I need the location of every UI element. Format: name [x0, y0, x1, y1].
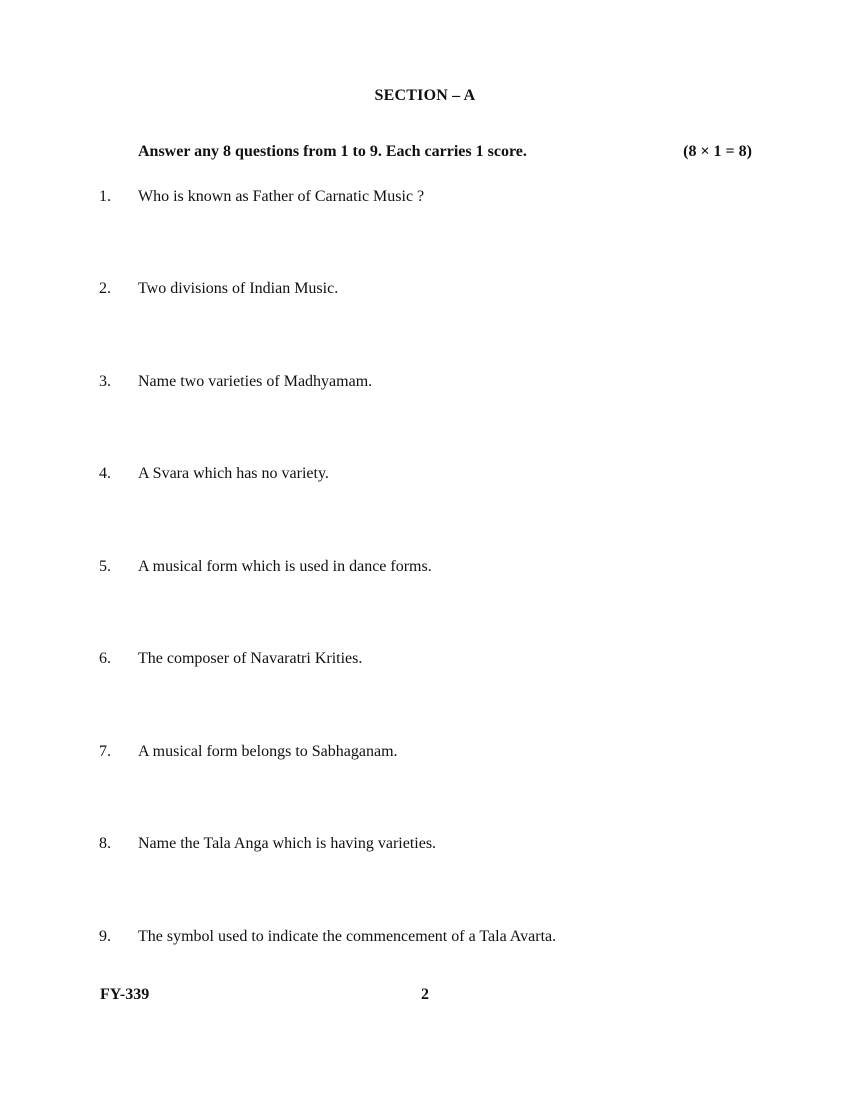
instruction-text: Answer any 8 questions from 1 to 9. Each carries 1 score. — [138, 143, 527, 160]
section-title: SECTION – A — [374, 87, 476, 104]
instruction-line — [138, 143, 752, 161]
question-item — [0, 188, 850, 210]
question-text: Name the Tala Anga which is having varieties. — [138, 835, 437, 852]
question-text: The symbol used to indicate the commencement of a Tala Avarta. — [138, 928, 557, 945]
question-item — [0, 650, 850, 672]
question-number: 6. — [99, 650, 111, 667]
page-number: 2 — [421, 986, 429, 1003]
question-number: 8. — [99, 835, 111, 852]
question-item — [0, 928, 850, 950]
question-number: 9. — [99, 928, 111, 945]
question-item — [0, 743, 850, 765]
marks-allocation: (8 × 1 = 8) — [683, 143, 752, 160]
question-text: A musical form which is used in dance forms. — [138, 558, 432, 575]
question-number: 1. — [99, 188, 111, 205]
question-text: Who is known as Father of Carnatic Music ? — [138, 188, 425, 205]
question-text: Two divisions of Indian Music. — [138, 280, 339, 297]
question-number: 2. — [99, 280, 111, 297]
question-item — [0, 280, 850, 302]
question-text: The composer of Navaratri Krities. — [138, 650, 363, 667]
question-item — [0, 373, 850, 395]
question-text: A Svara which has no variety. — [138, 465, 329, 482]
question-number: 3. — [99, 373, 111, 390]
question-number: 4. — [99, 465, 111, 482]
question-number: 5. — [99, 558, 111, 575]
question-item — [0, 465, 850, 487]
question-item — [0, 835, 850, 857]
question-item — [0, 558, 850, 580]
question-number: 7. — [99, 743, 111, 760]
question-text: Name two varieties of Madhyamam. — [138, 373, 373, 390]
paper-code: FY-339 — [100, 986, 150, 1003]
question-text: A musical form belongs to Sabhaganam. — [138, 743, 398, 760]
